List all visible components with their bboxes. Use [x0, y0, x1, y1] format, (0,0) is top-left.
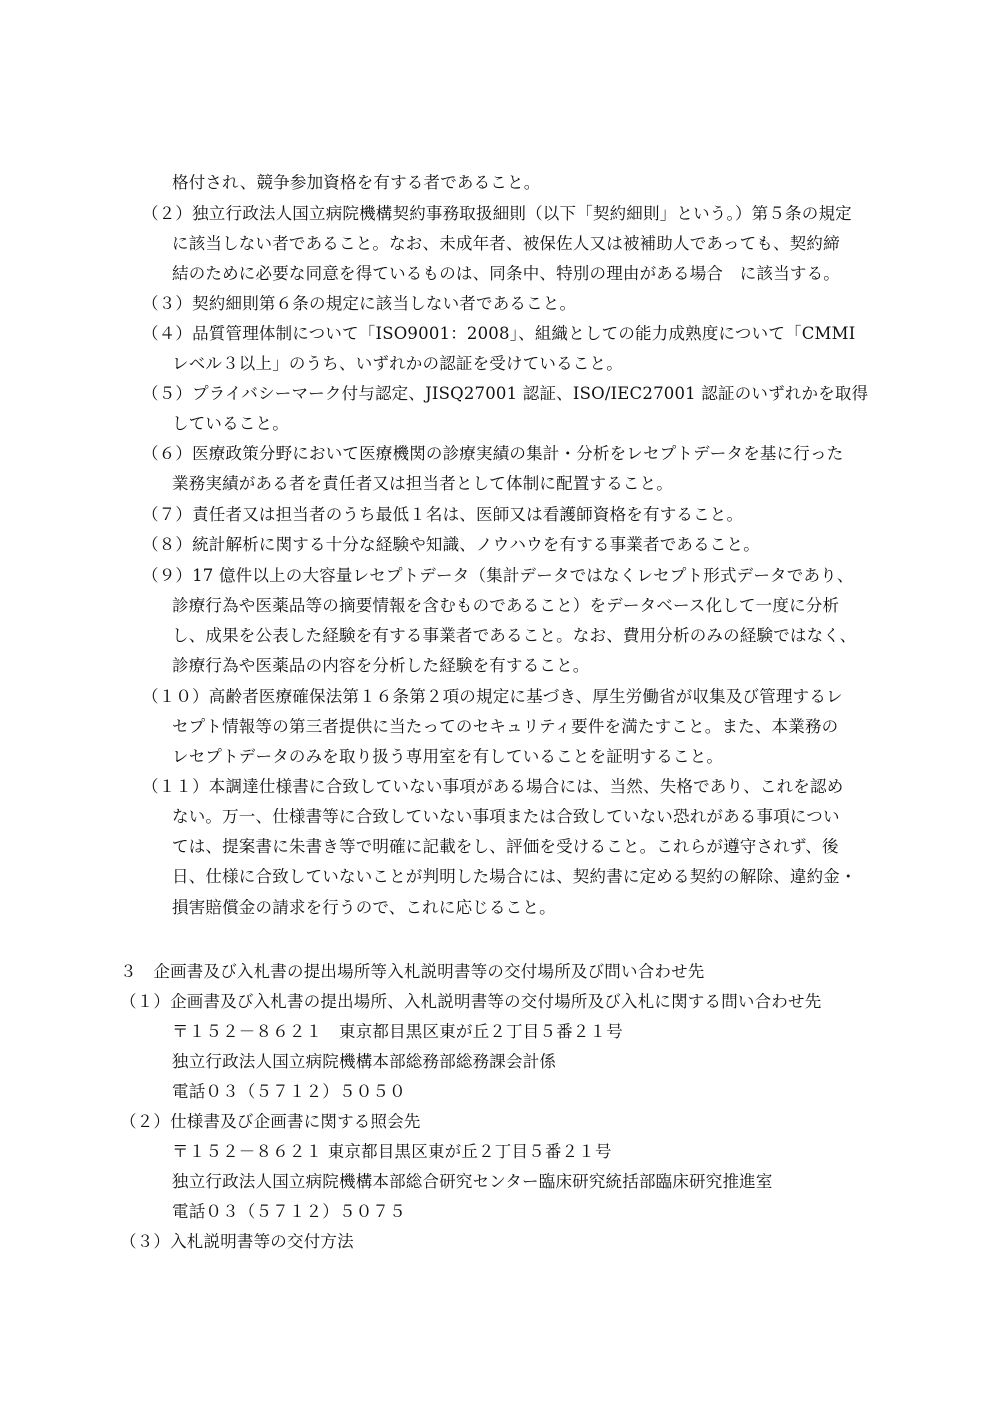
list-item-3-line-1: （３）契約細則第６条の規定に該当しない者であること。	[142, 294, 577, 313]
subsection-2-org: 独立行政法人国立病院機構本部総合研究センター臨床研究統括部臨床研究推進室	[172, 1172, 773, 1191]
section-heading: ３ 企画書及び入札書の提出場所等入札説明書等の交付場所及び問い合わせ先	[120, 962, 705, 981]
list-item-4-line-2: レベル３以上」のうち、いずれかの認証を受けていること。	[172, 354, 623, 373]
list-item-2-line-1: （２）独立行政法人国立病院機構契約事務取扱細則（以下「契約細則」という。）第５条の規定	[142, 204, 852, 223]
list-item-9-line-1: （９）17 億件以上の大容量レセプトデータ（集計データではなくレセプト形式データであり、	[142, 566, 854, 585]
list-item-2-line-3: 結のために必要な同意を得ているものは、同条中、特別の理由がある場合 に該当する。	[172, 264, 840, 283]
list-item-5-line-2: していること。	[172, 414, 289, 433]
list-item-11-line-3: ては、提案書に朱書き等で明確に記載をし、評価を受けること。これらが遵守されず、後	[172, 837, 839, 856]
subsection-2-title: （２）仕様書及び企画書に関する照会先	[120, 1112, 421, 1131]
list-item-6-line-2: 業務実績がある者を責任者又は担当者として体制に配置すること。	[172, 474, 673, 493]
continuation-line: 格付され、競争参加資格を有する者であること。	[172, 173, 541, 192]
list-item-8-line-1: （８）統計解析に関する十分な経験や知識、ノウハウを有する事業者であること。	[142, 535, 760, 554]
subsection-2-phone: 電話０３（５７１２）５０７５	[172, 1202, 406, 1221]
subsection-1-org: 独立行政法人国立病院機構本部総務部総務課会計係	[172, 1052, 557, 1071]
subsection-2-address: 〒１５２－８６２１ 東京都目黒区東が丘２丁目５番２１号	[172, 1142, 612, 1161]
list-item-6-line-1: （６）医療政策分野において医療機関の診療実績の集計・分析をレセプトデータを基に行った	[142, 444, 844, 463]
list-item-11-line-5: 損害賠償金の請求を行うので、これに応じること。	[172, 898, 556, 917]
subsection-1-address: 〒１５２－８６２１ 東京都目黒区東が丘２丁目５番２１号	[172, 1022, 623, 1041]
subsection-1-phone: 電話０３（５７１２）５０５０	[172, 1082, 406, 1101]
list-item-10-line-1: （１０）高齢者医療確保法第１６条第２項の規定に基づき、厚生労働省が収集及び管理するレ	[142, 687, 843, 706]
list-item-9-line-3: し、成果を公表した経験を有する事業者であること。なお、費用分析のみの経験ではなく、	[172, 626, 857, 645]
list-item-10-line-3: レセプトデータのみを取り扱う専用室を有していることを証明すること。	[172, 747, 724, 766]
subsection-3-title: （３）入札説明書等の交付方法	[120, 1232, 354, 1251]
list-item-10-line-2: セプト情報等の第三者提供に当たってのセキュリティ要件を満たすこと。また、本業務の	[172, 717, 839, 736]
list-item-4-line-1: （４）品質管理体制について「ISO9001：2008」、組織としての能力成熟度について「CMMI	[142, 324, 856, 343]
list-item-5-line-1: （５）プライバシーマーク付与認定、JISQ27001 認証、ISO/IEC27001 認証のいずれかを取得	[142, 384, 869, 403]
list-item-9-line-4: 診療行為や医薬品の内容を分析した経験を有すること。	[172, 656, 590, 675]
subsection-1-title: （１）企画書及び入札書の提出場所、入札説明書等の交付場所及び入札に関する問い合わせ先	[120, 992, 822, 1011]
list-item-2-line-2: に該当しない者であること。なお、未成年者、被保佐人又は被補助人であっても、契約締	[172, 234, 840, 253]
list-item-11-line-2: ない。万一、仕様書等に合致していない事項または合致していない恐れがある事項につい	[172, 807, 840, 826]
list-item-11-line-1: （１１）本調達仕様書に合致していない事項がある場合には、当然、失格であり、これを認め	[142, 777, 844, 796]
list-item-9-line-2: 診療行為や医薬品等の摘要情報を含むものであること）をデータベース化して一度に分析	[172, 596, 840, 615]
list-item-11-line-4: 日、仕様に合致していないことが判明した場合には、契約書に定める契約の解除、違約金・	[172, 867, 857, 886]
list-item-7-line-1: （７）責任者又は担当者のうち最低１名は、医師又は看護師資格を有すること。	[142, 505, 744, 524]
